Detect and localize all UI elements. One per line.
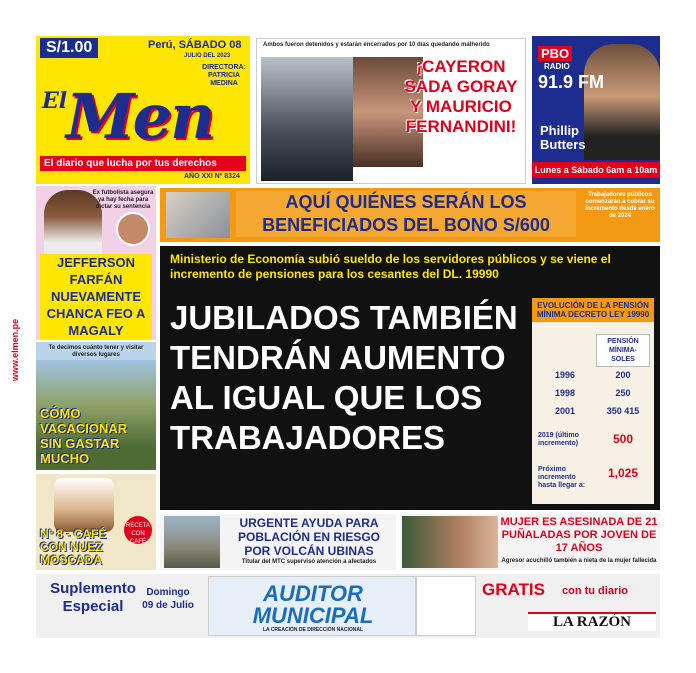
bono-story[interactable]: [160, 188, 660, 242]
radio-frequency: 91.9 FM: [538, 72, 605, 92]
logo-men: Men: [66, 80, 214, 153]
top-story-photo-man: [261, 57, 353, 181]
top-story[interactable]: [256, 38, 526, 184]
pbo-logo: PBO: [538, 46, 572, 61]
logo-el: El: [42, 88, 68, 114]
gratis-sublabel: con tu diario: [562, 585, 628, 597]
bono-photo: [166, 192, 230, 238]
left-story-headline: Nº 8 - CAFÉ CON NUEZ MOSCADA: [40, 527, 107, 567]
lower-story-crimen[interactable]: [400, 514, 660, 570]
left-story-kicker: Te decimos cuánto tener y visitar diversos lugares: [48, 345, 144, 358]
supplement-band[interactable]: [36, 574, 660, 638]
magaly-inset-photo: [116, 212, 150, 246]
price-tag: S/1.00: [40, 38, 98, 58]
radio-promo[interactable]: [532, 36, 660, 184]
side-url: www.elmen.pe: [10, 318, 20, 382]
la-razon-logo: LA RAZÓN: [528, 612, 656, 631]
lower-story-headline: MUJER ES ASESINADA DE 21 PUÑALADAS POR JOVEN DE 17 AÑOS: [500, 516, 658, 554]
radio-label: RADIO: [544, 62, 570, 71]
left-story-farfan[interactable]: [36, 186, 156, 340]
ubinas-photo: [164, 516, 220, 568]
bono-headline: AQUÍ QUIÉNES SERÁN LOS BENEFICIADOS DEL BONO S/600: [236, 191, 576, 237]
left-story-headline: CÓMO VACACIONAR SIN GASTAR MUCHO: [40, 406, 128, 466]
issue-month: JULIO DEL 2023: [184, 53, 231, 59]
top-story-headline: ¡CAYERON SADA GORAY Y MAURICIO FERNANDINI!: [404, 57, 518, 136]
director-credit: DIRECTORA: PATRICIA MEDINA: [202, 64, 246, 87]
pension-table-title: EVOLUCIÓN DE LA PENSIÓN MÍNIMA DECRETO LEY 19990: [532, 298, 654, 322]
crimen-photo: [402, 516, 498, 568]
magazine-subtitle: LA CREACIÓN DE DIRECCIÓN NACIONAL: [262, 627, 364, 633]
year-issue: AÑO XXI Nº 8324: [184, 173, 240, 180]
coffee-photo: [54, 478, 114, 532]
lower-story-headline: URGENTE AYUDA PARA POBLACIÓN EN RIESGO POR VOLCÁN UBINAS: [237, 516, 380, 558]
top-story-kicker: Ambos fueron detenidos y estarán encerrados por 10 días quedando malherido: [263, 42, 490, 48]
main-story[interactable]: [160, 246, 660, 510]
bono-side-note: Trabajadores públicos comenzarán a cobrar su incremento desde enero de 2024: [585, 192, 655, 219]
left-story-vacaciones[interactable]: [36, 342, 156, 470]
newspaper-thumbnail: [416, 576, 476, 636]
tagline: El diario que lucha por tus derechos: [40, 156, 246, 171]
lower-story-sub: Agresor acuchilló también a nieta de la mujer fallecida: [501, 558, 657, 564]
pension-table-column-header: PENSIÓN MÍNIMA- SOLES: [596, 334, 650, 367]
pension-table: EVOLUCIÓN DE LA PENSIÓN MÍNIMA DECRETO LEY 19990 PENSIÓN MÍNIMA- SOLES 1996 200 1998 250 2001 350 415 2019 (último incremento) 500 Próximo incremento hasta llegar a: 1,025: [532, 298, 654, 504]
left-story-cafe[interactable]: [36, 474, 156, 570]
radio-host-photo: [584, 44, 660, 160]
left-story-headline: JEFFERSON FARFÁN NUEVAMENTE CHANCA FEO A MAGALY: [38, 254, 154, 339]
main-story-deck: Ministerio de Economía subió sueldo de los servidores públicos y se viene el incremento de pensiones para los cesantes del DL. 19990: [170, 252, 611, 281]
magazine-title: AUDITOR MUNICIPAL: [252, 581, 374, 628]
supplement-title: Suplemento Especial: [50, 580, 136, 615]
main-story-headline: JUBILADOS TAMBIÉN TENDRÁN AUMENTO AL IGUAL QUE LOS TRABAJADORES: [170, 299, 518, 456]
left-story-kicker: Ex futbolista asegura ya hay fecha para dictar su sentencia: [92, 190, 154, 210]
issue-date: Perú, SÁBADO 08: [148, 39, 242, 51]
radio-schedule: Lunes a Sábado 6am a 10am: [532, 162, 660, 178]
auditor-magazine-cover: [208, 576, 416, 636]
masthead: [36, 36, 250, 184]
radio-host-name: Phillip Butters: [540, 123, 586, 152]
lower-story-ubinas[interactable]: [160, 514, 396, 570]
lower-story-sub: Titular del MTC supervisó atención a afectados: [241, 559, 377, 565]
recipe-badge: RECETA CON CAFÉ: [124, 516, 152, 544]
supplement-date: Domingo 09 de Julio: [142, 587, 194, 611]
gratis-label: GRATIS: [482, 580, 545, 599]
